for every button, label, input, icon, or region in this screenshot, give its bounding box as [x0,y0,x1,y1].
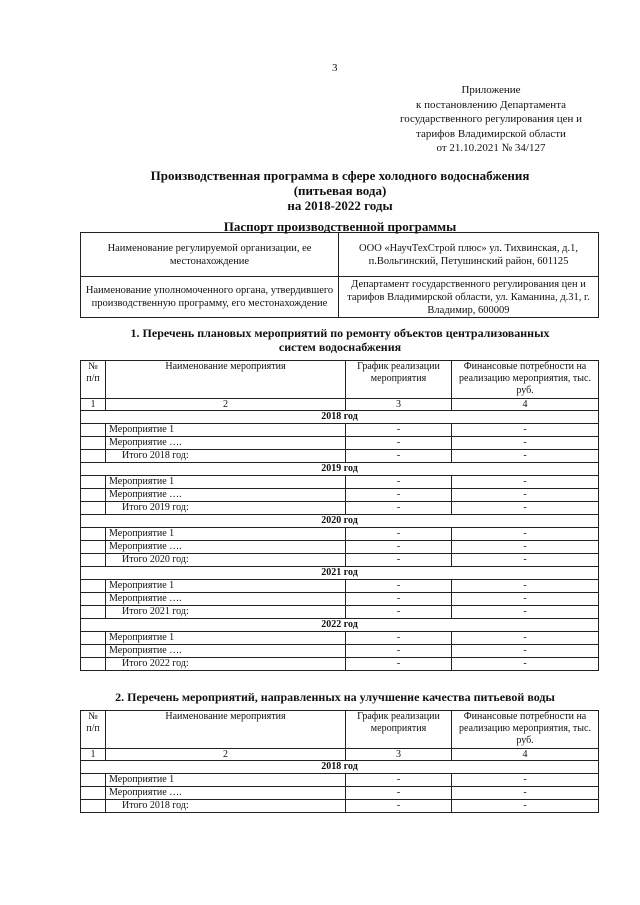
section2-title: 2. Перечень мероприятий, направленных на улучшение качества питьевой воды [115,690,555,704]
cell-schedule: - [346,580,452,593]
header-num: № п/п [81,711,106,749]
table-row [81,593,599,606]
cell-num [81,645,106,658]
total-row [81,502,599,515]
table-row [81,645,599,658]
table-header-row [81,361,599,399]
cell-finance: - [452,658,599,671]
cell-schedule: - [346,800,452,813]
year-row [81,567,599,580]
column-number-row [81,399,599,411]
table-row [81,787,599,800]
year-row [81,515,599,528]
year-row [81,411,599,424]
year-label: 2022 год [81,619,599,632]
cell-finance: - [452,645,599,658]
cell-schedule: - [346,528,452,541]
year-label: 2018 год [81,411,599,424]
cell-event-name: Мероприятие 1 [106,424,346,437]
appendix-line: государственного регулирования цен и [399,113,583,125]
appendix-line: Приложение [461,84,521,96]
cell-event-name: Мероприятие …. [106,437,346,450]
total-row [81,450,599,463]
cell-finance: - [452,632,599,645]
column-number: 2 [106,749,346,761]
cell-event-name: Мероприятие 1 [106,774,346,787]
cell-total-label: Итого 2018 год: [106,800,346,813]
cell-schedule: - [346,645,452,658]
cell-event-name: Мероприятие 1 [106,632,346,645]
year-label: 2018 год [81,761,599,774]
cell-num [81,800,106,813]
cell-total-label: Итого 2020 год: [106,554,346,567]
column-number: 3 [346,399,452,411]
cell-num [81,774,106,787]
column-number-row [81,749,599,761]
year-label: 2021 год [81,567,599,580]
cell-finance: - [452,528,599,541]
year-label: 2020 год [81,515,599,528]
cell-schedule: - [346,476,452,489]
cell-schedule: - [346,450,452,463]
column-number: 4 [452,749,599,761]
cell-schedule: - [346,502,452,515]
title-line: на 2018-2022 годы [287,198,393,213]
cell-event-name: Мероприятие …. [106,787,346,800]
cell-finance: - [452,593,599,606]
cell-schedule: - [346,774,452,787]
cell-schedule: - [346,658,452,671]
table-header-row [81,711,599,749]
cell-num [81,593,106,606]
table-row [81,437,599,450]
cell-schedule: - [346,593,452,606]
section-title-line: систем водоснабжения [278,340,402,354]
year-row [81,761,599,774]
column-number: 1 [81,749,106,761]
passport-label: Наименование уполномоченного органа, утвердившего производственную программу, его местонахождение [81,277,339,318]
appendix-line: к постановлению Департамента [415,98,567,111]
cell-num [81,528,106,541]
cell-finance: - [452,787,599,800]
table-row [81,424,599,437]
total-row [81,606,599,619]
table-row [81,632,599,645]
cell-schedule: - [346,437,452,450]
cell-schedule: - [346,541,452,554]
column-number: 2 [106,399,346,411]
cell-event-name: Мероприятие 1 [106,528,346,541]
year-row [81,619,599,632]
cell-finance: - [452,489,599,502]
cell-finance: - [452,580,599,593]
header-name: Наименование мероприятия [106,361,346,399]
year-row [81,463,599,476]
title-line: Производственная программа в сфере холодного водоснабжения [150,168,530,183]
column-number: 3 [346,749,452,761]
cell-num [81,658,106,671]
cell-total-label: Итого 2021 год: [106,606,346,619]
header-num: № п/п [81,361,106,399]
header-finance: Финансовые потребности на реализацию мероприятия, тыс. руб. [452,361,599,399]
cell-schedule: - [346,424,452,437]
cell-total-label: Итого 2018 год: [106,450,346,463]
cell-finance: - [452,774,599,787]
cell-event-name: Мероприятие …. [106,593,346,606]
cell-num [81,541,106,554]
total-row [81,658,599,671]
cell-schedule: - [346,787,452,800]
column-number: 1 [81,399,106,411]
table-row [81,489,599,502]
section1-table [80,360,599,671]
cell-finance: - [452,800,599,813]
cell-event-name: Мероприятие 1 [106,580,346,593]
table-row [81,774,599,787]
page-number: 3 [332,62,338,74]
header-finance: Финансовые потребности на реализацию мероприятия, тыс. руб. [452,711,599,749]
section2-table [80,710,599,813]
cell-num [81,787,106,800]
document-title [100,168,580,213]
cell-finance: - [452,437,599,450]
title-line: (питьевая вода) [293,183,387,198]
header-name: Наименование мероприятия [106,711,346,749]
table-row [81,528,599,541]
cell-num [81,424,106,437]
cell-finance: - [452,450,599,463]
appendix-line: от 21.10.2021 № 34/127 [436,142,546,154]
section1-title [105,326,575,354]
cell-schedule: - [346,606,452,619]
table-row [81,580,599,593]
cell-num [81,580,106,593]
passport-title: Паспорт производственной программы [223,219,457,234]
cell-schedule: - [346,554,452,567]
cell-finance: - [452,424,599,437]
cell-num [81,632,106,645]
cell-num [81,476,106,489]
cell-schedule: - [346,632,452,645]
cell-finance: - [452,476,599,489]
appendix-block [386,83,596,156]
cell-finance: - [452,541,599,554]
cell-num [81,437,106,450]
passport-value: ООО «НаучТехСтрой плюс» ул. Тихвинская, д.1, п.Вольгинский, Петушинский район, 601125 [339,233,599,277]
cell-total-label: Итого 2019 год: [106,502,346,515]
table-row [81,541,599,554]
cell-schedule: - [346,489,452,502]
cell-event-name: Мероприятие 1 [106,476,346,489]
cell-total-label: Итого 2022 год: [106,658,346,671]
column-number: 4 [452,399,599,411]
appendix-line: тарифов Владимирской области [416,127,566,140]
passport-value: Департамент государственного регулирования цен и тарифов Владимирской области, ул. Каманина, д.31, г. Владимир, 600009 [339,277,599,318]
header-schedule: График реализации мероприятия [346,361,452,399]
cell-event-name: Мероприятие …. [106,489,346,502]
table-row [81,476,599,489]
cell-finance: - [452,606,599,619]
cell-num [81,489,106,502]
passport-label: Наименование регулируемой организации, ее местонахождение [81,233,339,277]
cell-num [81,606,106,619]
cell-num [81,450,106,463]
cell-num [81,554,106,567]
total-row [81,554,599,567]
section-title-line: 1. Перечень плановых мероприятий по ремонту объектов централизованных [130,326,550,340]
passport-table [80,232,599,318]
cell-event-name: Мероприятие …. [106,541,346,554]
cell-event-name: Мероприятие …. [106,645,346,658]
header-schedule: График реализации мероприятия [346,711,452,749]
year-label: 2019 год [81,463,599,476]
total-row [81,800,599,813]
cell-finance: - [452,554,599,567]
cell-num [81,502,106,515]
cell-finance: - [452,502,599,515]
